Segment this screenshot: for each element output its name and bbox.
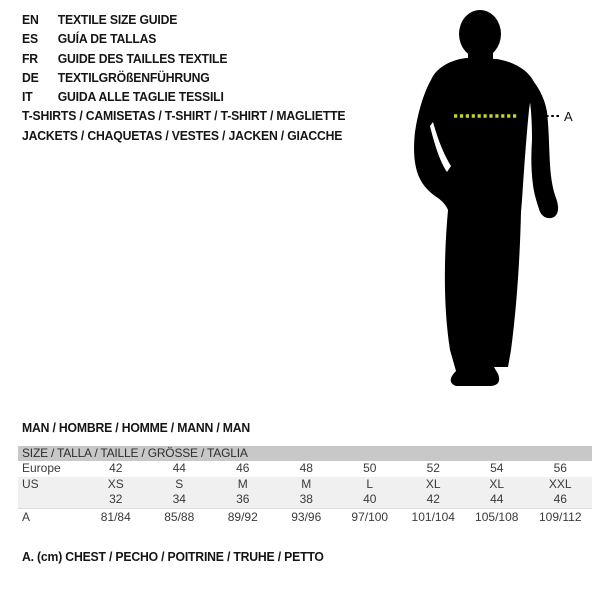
cell: M: [237, 476, 248, 491]
table-row-chest-a: [18, 508, 592, 526]
cell: 85/88: [164, 509, 195, 524]
lang-label: TEXTILE SIZE GUIDE: [57, 12, 178, 28]
table-row-us: [18, 477, 592, 493]
row-label: A: [22, 509, 31, 524]
lang-code: DE: [22, 70, 39, 86]
size-table-grid: [18, 461, 592, 526]
cell: 44: [465, 492, 529, 508]
row-label: Europe: [22, 461, 61, 475]
cell: 54: [490, 461, 504, 475]
lang-code: IT: [22, 89, 33, 105]
lang-code: FR: [22, 50, 38, 66]
category-line-jackets: JACKETS / CHAQUETAS / VESTES / JACKEN / GIACCHE: [22, 128, 343, 143]
table-row-numeric: [18, 492, 592, 508]
cell: 34: [148, 492, 212, 508]
lang-label: GUIDA ALLE TAGLIE TESSILI: [57, 89, 224, 105]
cell: 46: [529, 492, 593, 508]
cell: L: [366, 476, 374, 491]
cell: XL: [425, 476, 441, 491]
cell: 52: [426, 461, 440, 475]
cell: 50: [363, 461, 377, 475]
cell: S: [175, 476, 184, 491]
measurement-footnote: A. (cm) CHEST / PECHO / POITRINE / TRUHE / PETTO: [22, 549, 324, 564]
cell: 81/84: [100, 509, 131, 524]
size-table-header: SIZE / TALLA / TAILLE / GRÖSSE / TAGLIA: [18, 446, 592, 461]
cell: 36: [211, 492, 275, 508]
cell: 44: [172, 461, 186, 475]
cell: XS: [107, 476, 124, 491]
lang-label: GUIDE DES TAILLES TEXTILE: [57, 50, 228, 66]
cell: 40: [338, 492, 402, 508]
cell: 56: [553, 461, 567, 475]
cell: 42: [109, 461, 123, 475]
cell: M: [301, 476, 312, 491]
lang-code: EN: [22, 12, 39, 28]
lang-label: GUÍA DE TALLAS: [57, 31, 157, 47]
silhouette-body: [414, 58, 534, 386]
cell: 46: [236, 461, 250, 475]
cell: 48: [299, 461, 313, 475]
silhouette-right-arm: [527, 82, 558, 218]
cell: 42: [402, 492, 466, 508]
cell: 101/104: [411, 509, 455, 524]
cell: 89/92: [227, 509, 258, 524]
table-row-europe: [18, 461, 592, 477]
lang-code: ES: [22, 31, 38, 47]
row-label: US: [22, 476, 39, 491]
cell: 38: [275, 492, 339, 508]
cell: XXL: [548, 476, 572, 491]
cell: 93/96: [291, 509, 322, 524]
lang-label: TEXTILGRÖßENFÜHRUNG: [57, 70, 210, 86]
cell: 97/100: [351, 509, 389, 524]
size-table: [18, 446, 592, 526]
measure-label-a: A: [564, 109, 573, 124]
cell: 32: [84, 492, 148, 508]
section-heading-man: MAN / HOMBRE / HOMME / MANN / MAN: [22, 420, 251, 435]
cell: 109/112: [539, 509, 582, 524]
category-line-tshirts: T-SHIRTS / CAMISETAS / T-SHIRT / T-SHIRT / MAGLIETTE: [22, 108, 346, 123]
row-label: [18, 492, 84, 508]
cell: XL: [489, 476, 505, 491]
cell: 105/108: [475, 509, 519, 524]
